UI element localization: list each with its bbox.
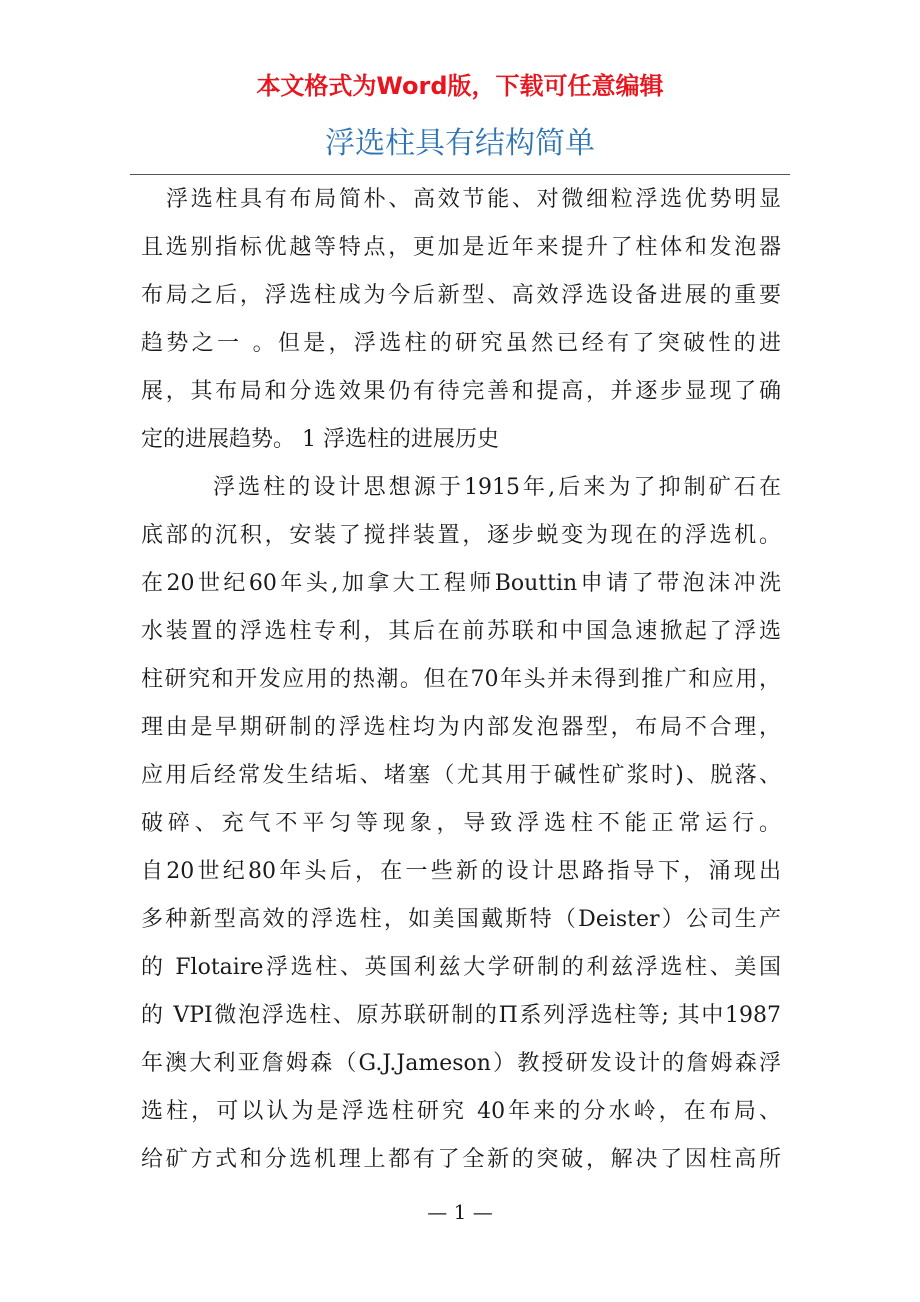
text-line: 趋势之一 。但是，浮选柱的研究虽然已经有了突破性的进	[141, 331, 781, 356]
text-line: 给矿方式和分选机理上都有了全新的突破，解决了因柱高所	[141, 1147, 781, 1172]
page-number: — 1 —	[427, 1200, 493, 1224]
text-line: 的 VPI微泡浮选柱、原苏联研制的Π系列浮选柱等; 其中1987	[141, 1003, 781, 1028]
text-line: 底部的沉积，安装了搅拌装置，逐步蜕变为现在的浮选机。	[141, 523, 781, 548]
text-line: 多种新型高效的浮选柱，如美国戴斯特（Deister）公司生产	[141, 907, 781, 932]
text-line: 浮选柱具有布局简朴、高效节能、对微细粒浮选优势明显	[166, 187, 781, 212]
header-divider	[130, 174, 790, 175]
text-line: 柱研究和开发应用的热潮。但在70年头并未得到推广和应用，	[141, 667, 781, 692]
text-line: 应用后经常发生结垢、堵塞（尤其用于碱性矿浆时)、脱落、	[141, 763, 781, 788]
text-line: 的 Flotaire浮选柱、英国利兹大学研制的利兹浮选柱、美国	[141, 955, 781, 980]
text-line: 年澳大利亚詹姆森（G.J.Jameson）教授研发设计的詹姆森浮	[141, 1051, 781, 1076]
text-line: 定的进展趋势。 1 浮选柱的进展历史	[141, 427, 499, 452]
text-line: 理由是早期研制的浮选柱均为内部发泡器型，布局不合理，	[141, 715, 781, 740]
text-line: 自20世纪80年头后，在一些新的设计思路指导下，涌现出	[141, 859, 781, 884]
text-line: 选柱，可以认为是浮选柱研究 40年来的分水岭，在布局、	[141, 1099, 781, 1124]
text-line: 布局之后，浮选柱成为今后新型、高效浮选设备进展的重要	[141, 283, 781, 308]
text-line: 破碎、充气不平匀等现象，导致浮选柱不能正常运行。	[141, 811, 781, 836]
text-line: 展，其布局和分选效果仍有待完善和提高，并逐步显现了确	[141, 379, 781, 404]
document-title: 浮选柱具有结构简单	[325, 126, 595, 161]
text-line: 水装置的浮选柱专利，其后在前苏联和中国急速掀起了浮选	[141, 619, 781, 644]
text-line: 且选别指标优越等特点，更加是近年来提升了柱体和发泡器	[141, 235, 781, 260]
format-notice-banner: 本文格式为Word版，下载可任意编辑	[256, 72, 664, 100]
text-line: 在20世纪60年头,加拿大工程师Bouttin申请了带泡沫冲洗	[141, 571, 781, 596]
text-line: 浮选柱的设计思想源于1915年,后来为了抑制矿石在	[213, 475, 781, 500]
